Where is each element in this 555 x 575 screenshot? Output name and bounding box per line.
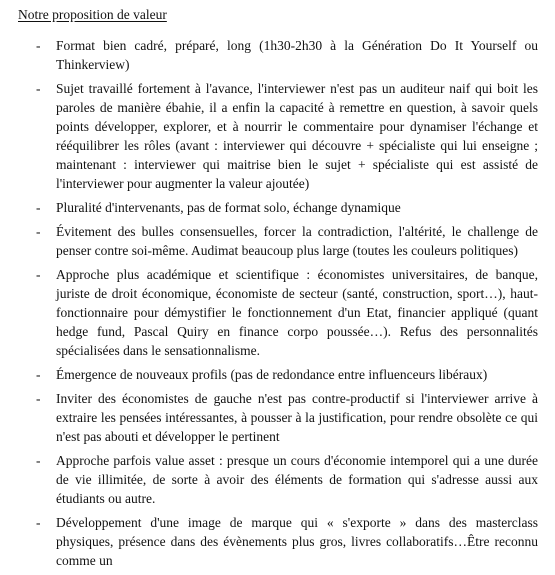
list-item-text: Évitement des bulles consensuelles, forcer la contradiction, l'altérité, le challenge de penser contre soi-même. Audimat beaucoup plus large (toutes les couleurs politiques): [56, 224, 538, 258]
list-item-text: Inviter des économistes de gauche n'est pas contre-productif si l'interviewer arrive à extraire les pensées intéressantes, à pousser à la justification, pour rendre obsolète ce qui n'est pas abouti et développer le pertinent: [56, 391, 538, 444]
list-item: [18, 513, 538, 570]
list-item: [18, 198, 538, 217]
list-item-text: Sujet travaillé fortement à l'avance, l'interviewer n'est pas un auditeur naif qui boit les paroles de manière ébahie, il a enfin la capacité à remettre en question, à savoir quels points développer, explorer, et à nourrir le commentaire pour dynamiser l'échange et rééquilibrer les rôles (avant : interviewer qui découvre + spécialiste qui lui enseigne ; maintenant : interviewer qui maitrise bien le sujet + spécialiste qui est assisté de l'interviewer pour augmenter la valeur ajoutée): [56, 81, 538, 191]
bullet-dash: -: [36, 515, 41, 530]
list-item: [18, 36, 538, 74]
list-item-text: Approche parfois value asset : presque un cours d'économie intemporel qui a une durée de vie illimitée, de sorte à avoir des éléments de formation qui s'adresse aussi aux étudiants ou autre.: [56, 453, 538, 506]
list-item-text: Émergence de nouveaux profils (pas de redondance entre influenceurs libéraux): [56, 367, 488, 382]
list-item-text: Format bien cadré, préparé, long (1h30-2h30 à la Génération Do It Yourself ou Thinkerview): [56, 38, 538, 72]
list-item-text: Développement d'une image de marque qui « s'exporte » dans des masterclass physiques, présence dans des évènements plus gros, livres collaboratifs…Être reconnu comme un: [56, 515, 538, 568]
list-item-text: Pluralité d'intervenants, pas de format solo, échange dynamique: [56, 200, 401, 215]
value-proposition-list: [18, 36, 538, 570]
section-heading: Notre proposition de valeur: [18, 7, 167, 22]
list-item: [18, 451, 538, 508]
list-item: [18, 79, 538, 193]
list-item: [18, 265, 538, 360]
list-item: [18, 389, 538, 446]
bullet-dash: -: [36, 38, 41, 53]
bullet-dash: -: [36, 391, 41, 406]
bullet-dash: -: [36, 367, 41, 382]
document-page: [18, 5, 538, 575]
list-item: [18, 365, 538, 384]
bullet-dash: -: [36, 224, 41, 239]
bullet-dash: -: [36, 453, 41, 468]
bullet-dash: -: [36, 200, 41, 215]
bullet-dash: -: [36, 267, 41, 282]
bullet-dash: -: [36, 81, 41, 96]
list-item: [18, 222, 538, 260]
list-item-text: Approche plus académique et scientifique : économistes universitaires, de banque, juriste de droit économique, économiste de secteur (santé, construction, sport…), haut-fonctionnaire pour démystifier le fonctionnement d'un Etat, financier appliqué (quant hedge fund, Pascal Quiry en finance corpo poussée…). Refus des personnalités spécialisées dans le sensationnalisme.: [56, 267, 538, 358]
